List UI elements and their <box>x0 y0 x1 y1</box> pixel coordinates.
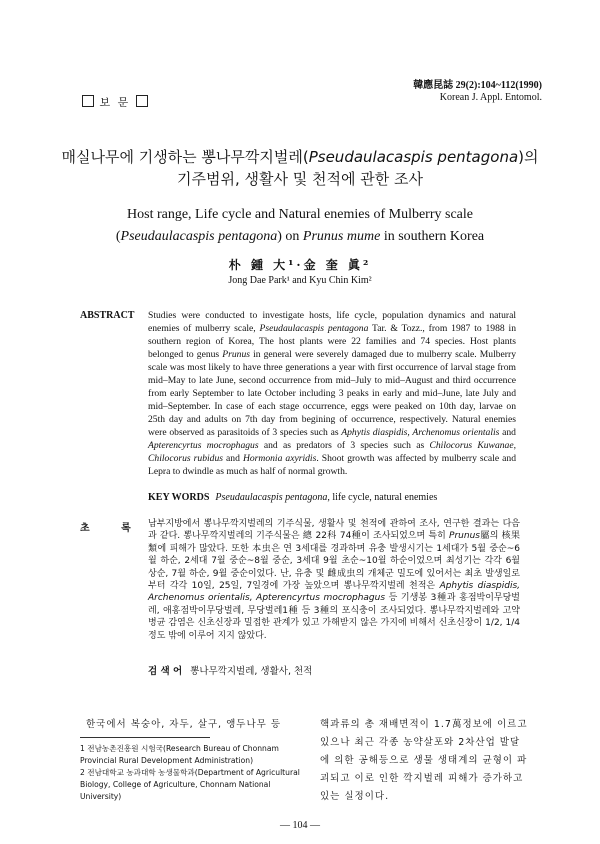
footnote-1: 1 전남농촌진흥원 시험국(Research Bureau of Chonnam Provincial Rural Development Administration) <box>80 744 279 765</box>
abstract-sci-5: Chilocorus Kuwanae, Chilocorus rubidus <box>148 440 517 464</box>
authors-english: Jong Dae Park¹ and Kyu Chin Kim² <box>228 275 372 286</box>
title-ko-line1 <box>60 146 540 168</box>
footnote-2: 2 전남대학교 농과대학 농생물학과(Department of Agricultural Biology, College of Agriculture, Chonnam National University) <box>80 768 300 801</box>
abstract-text-2: Tar. & Tozz., from 1987 to 1988 in southern region of Korea, The host plants were 22 families and 74 species. Host plants belonged to genus <box>148 323 516 360</box>
korean-keywords <box>148 663 312 677</box>
ko-keywords-label: 검 색 어 <box>148 666 183 677</box>
body-left-column: 한국에서 복숭아, 자두, 살구, 앵두나무 등 <box>86 719 281 730</box>
box-right-icon <box>136 95 148 107</box>
ko-abstract-sci-1: Prunus <box>449 531 480 542</box>
title-en-post: in southern Korea <box>380 229 485 244</box>
abstract-body <box>148 309 516 478</box>
keywords <box>148 492 437 503</box>
authors-korean: 朴 鍾 大¹·金 奎 眞² <box>228 258 372 272</box>
keywords-sci: Pseudaulacaspis pentagona <box>215 492 328 503</box>
title-ko-sci: Pseudaulacaspis pentagona <box>308 148 519 166</box>
ko-keywords-value: 뽕나무깍지벌레, 생활사, 천적 <box>190 666 313 677</box>
box-left-icon <box>82 95 94 107</box>
ko-abstract-sci-2: Aphytis diaspidis, Archenomus orientalis, Apterencyrtus mocrophagus <box>148 581 521 604</box>
journal-volume: 韓應昆誌 29(2):104~112(1990) <box>413 80 542 91</box>
title-ko-line2: 기주범위, 생활사 및 천적에 관한 조사 <box>177 170 423 188</box>
ko-abstract-text-1: 남부지방에서 뽕나무깍지벌레의 기주식물, 생활사 및 천적에 관하여 조사, 연구한 결과는 다음과 같다. 뽕나무깍지벌레의 기주식물은 總 22科 74種이 조사되었으며 특히 <box>148 519 520 542</box>
title-ko-post: )의 <box>518 148 539 166</box>
ko-abstract-text-3: 등 기생봉 3種과 홍점박이무당벌레, 애홍점박이무당벌레, 무당벌레1種 등 3種의 포식충이 조사되었다. 뽕나무깍지벌레와 고약병균 감염은 신초신장과 밀접한 관계가 있고 가해받지 않은 가지에 비해서 신초신장이 1/2, 1/4정도 밖에 이루어 지지 않았다. <box>148 593 520 641</box>
title-ko-pre: 매실나무에 기생하는 뽕나무깍지벌레( <box>61 148 309 166</box>
title-en-sci: Pseudaulacaspis pentagona <box>120 229 278 244</box>
ko-abstract-text-2: 屬의 核果類에 피해가 많았다. 또한 本虫은 연 3세대를 경과하며 유충 발생시기는 1세대가 5월 중순~6월 하순, 2세대 7월 중순~8월 중순, 3세대 9월 초순~10월 하순이었으며 최성기는 각각 6월 상순, 7월 하순, 9월 중순이었다. 난, 유충 및 雌成虫의 개체군 밀도에 있어서는 최초 발생일로부터 각각 10일, 25일, 7일경에 가장 높았으며 뽕나무깍지벌레 천적은 <box>148 531 520 592</box>
abstract-sci-1: Pseudaulacaspis pentagona <box>259 323 369 334</box>
abstract-sci-4: Apterencyrtus mocrophagus <box>148 440 259 451</box>
korean-abstract-label: 초 록 <box>80 523 145 534</box>
title-en-sci2: Prunus mume <box>302 229 381 244</box>
title-en-open: ( <box>115 229 121 244</box>
abstract-text-5: and as predators of 3 species such as <box>258 440 430 451</box>
abstract-text-3: in general were severely damaged due to mulberry scale. Mulberry scale was most likely to have three generations a year with first occurrence of larval stage from mid–May to late June, second occurrence from mid–July to mid–August and third occurrence from early September to late October including 3 peaks in early and mid–June, late July and mid–September. In case of each stage occurrence, eggs were peaked on 10th day, larvae on 25th day and adults on 7th day from begining of occurrence, respectively. Natural enemies were observed as parasitoids of 3 species such as <box>148 349 516 438</box>
journal-citation <box>413 80 542 104</box>
abstract-text-1: Studies were conducted to investigate hosts, life cycle, population dynamics and natural enemies of mulberry scale, <box>148 310 516 334</box>
article-type-label <box>82 94 148 110</box>
journal-name: Korean J. Appl. Entomol. <box>439 92 542 103</box>
abstract-label: ABSTRACT <box>80 310 135 321</box>
body-right-column: 핵과류의 총 재배면적이 1.7萬정보에 이르고 있으나 최근 각종 농약살포와 2차산업 발달에 의한 공해등으로 생물 생태계의 균형이 파괴되고 이로 인한 깍지벌레 피해가 증가하고 있는 실정이다. <box>320 719 528 802</box>
title-english <box>60 204 540 248</box>
page-number: — 104 — <box>280 820 320 831</box>
korean-abstract-body <box>148 518 520 642</box>
title-en-line2 <box>60 226 540 248</box>
keywords-label: KEY WORDS <box>148 492 210 503</box>
abstract-text-4: and <box>499 427 516 438</box>
abstract-text-6: and <box>223 453 243 464</box>
abstract-sci-6: Hormonia axyridis <box>242 453 317 464</box>
article-type-text: 보 문 <box>99 96 131 109</box>
title-korean <box>60 146 540 190</box>
keywords-rest: , life cycle, natural enemies <box>327 492 438 503</box>
abstract-sci-3: Aphytis diaspidis, Archenomus orientalis <box>341 427 500 438</box>
title-en-line1: Host range, Life cycle and Natural enemies of Mulberry scale <box>127 207 473 222</box>
title-en-mid: ) on <box>277 229 303 244</box>
footnote-divider <box>80 737 210 738</box>
abstract-sci-2: Prunus <box>222 349 250 360</box>
footnotes <box>80 743 302 803</box>
abstract-text-7: . Shoot growth was affected by mulberry scale and Lepra to dwindle as much as half of normal growth. <box>148 453 516 477</box>
